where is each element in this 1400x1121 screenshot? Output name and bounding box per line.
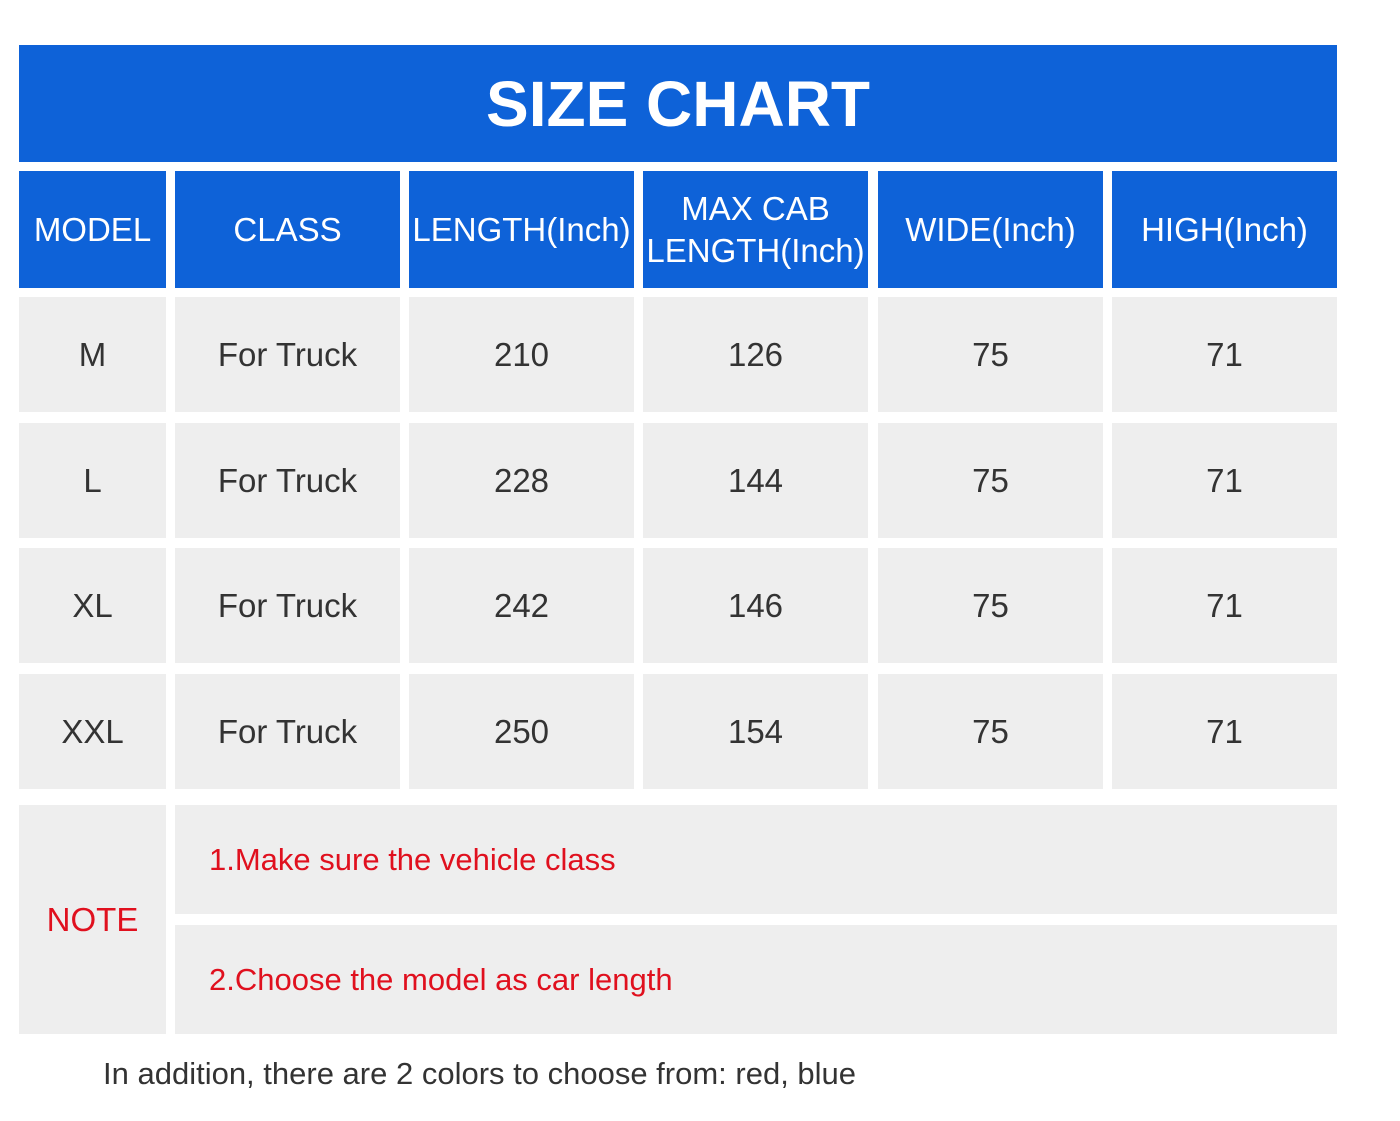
cell-text: For Truck: [217, 712, 358, 750]
size-chart-title-bar: [19, 45, 1337, 162]
table-cell-max-cab-length: [643, 548, 868, 663]
cell-text: 250: [493, 712, 550, 750]
table-cell-wide: [878, 423, 1103, 538]
note-line-2-text: 2.Choose the model as car length: [209, 961, 673, 997]
cell-text: 242: [493, 586, 550, 624]
header-class: [175, 171, 400, 288]
table-cell-wide: [878, 548, 1103, 663]
cell-text: For Truck: [217, 335, 358, 373]
table-cell-max-cab-length: [643, 423, 868, 538]
cell-text: XL: [72, 586, 113, 624]
page-title: SIZE CHART: [486, 67, 870, 140]
table-cell-max-cab-length: [643, 674, 868, 789]
table-cell-max-cab-length: [643, 297, 868, 412]
table-cell-high: [1112, 674, 1337, 789]
table-cell-length: [409, 674, 634, 789]
table-cell-model: [19, 548, 166, 663]
table-cell-length: [409, 548, 634, 663]
cell-text: 71: [1206, 712, 1243, 750]
header-max-cab-line2: LENGTH(Inch): [646, 231, 865, 269]
note-line-1: [175, 805, 1337, 914]
note-line-2: [175, 925, 1337, 1034]
cell-text: 75: [972, 712, 1009, 750]
cell-text: 71: [1206, 586, 1243, 624]
cell-text: 75: [972, 461, 1009, 499]
table-cell-high: [1112, 297, 1337, 412]
cell-text: 154: [727, 712, 784, 750]
cell-text: 75: [972, 335, 1009, 373]
header-wide-label: WIDE(Inch): [905, 210, 1076, 248]
header-model-label: MODEL: [33, 210, 152, 248]
cell-text: 144: [727, 461, 784, 499]
cell-text: For Truck: [217, 586, 358, 624]
header-high-label: HIGH(Inch): [1141, 210, 1308, 248]
cell-text: M: [78, 335, 107, 373]
cell-text: L: [83, 461, 102, 499]
header-model: [19, 171, 166, 288]
cell-text: 210: [493, 335, 550, 373]
table-cell-length: [409, 423, 634, 538]
header-max-cab-length: [643, 171, 868, 288]
cell-text: 126: [727, 335, 784, 373]
cell-text: 71: [1206, 461, 1243, 499]
cell-text: For Truck: [217, 461, 358, 499]
header-class-label: CLASS: [233, 210, 342, 248]
table-cell-class: [175, 548, 400, 663]
note-line-1-text: 1.Make sure the vehicle class: [209, 841, 616, 877]
table-cell-class: [175, 297, 400, 412]
header-max-cab-line1: MAX CAB: [681, 190, 830, 228]
table-cell-wide: [878, 297, 1103, 412]
header-length-label: LENGTH(Inch): [412, 210, 631, 248]
cell-text: 71: [1206, 335, 1243, 373]
header-high: [1112, 171, 1337, 288]
note-label: [19, 805, 166, 1034]
table-cell-wide: [878, 674, 1103, 789]
table-cell-model: [19, 297, 166, 412]
table-cell-model: [19, 423, 166, 538]
table-cell-model: [19, 674, 166, 789]
cell-text: 228: [493, 461, 550, 499]
note-label-text: NOTE: [46, 900, 139, 938]
table-cell-class: [175, 674, 400, 789]
cell-text: XXL: [61, 712, 124, 750]
cell-text: 146: [727, 586, 784, 624]
table-cell-high: [1112, 423, 1337, 538]
header-length: [409, 171, 634, 288]
table-cell-high: [1112, 548, 1337, 663]
cell-text: 75: [972, 586, 1009, 624]
table-cell-class: [175, 423, 400, 538]
table-cell-length: [409, 297, 634, 412]
header-wide: [878, 171, 1103, 288]
footer-colors-note: In addition, there are 2 colors to choose from: red, blue: [103, 1056, 857, 1091]
